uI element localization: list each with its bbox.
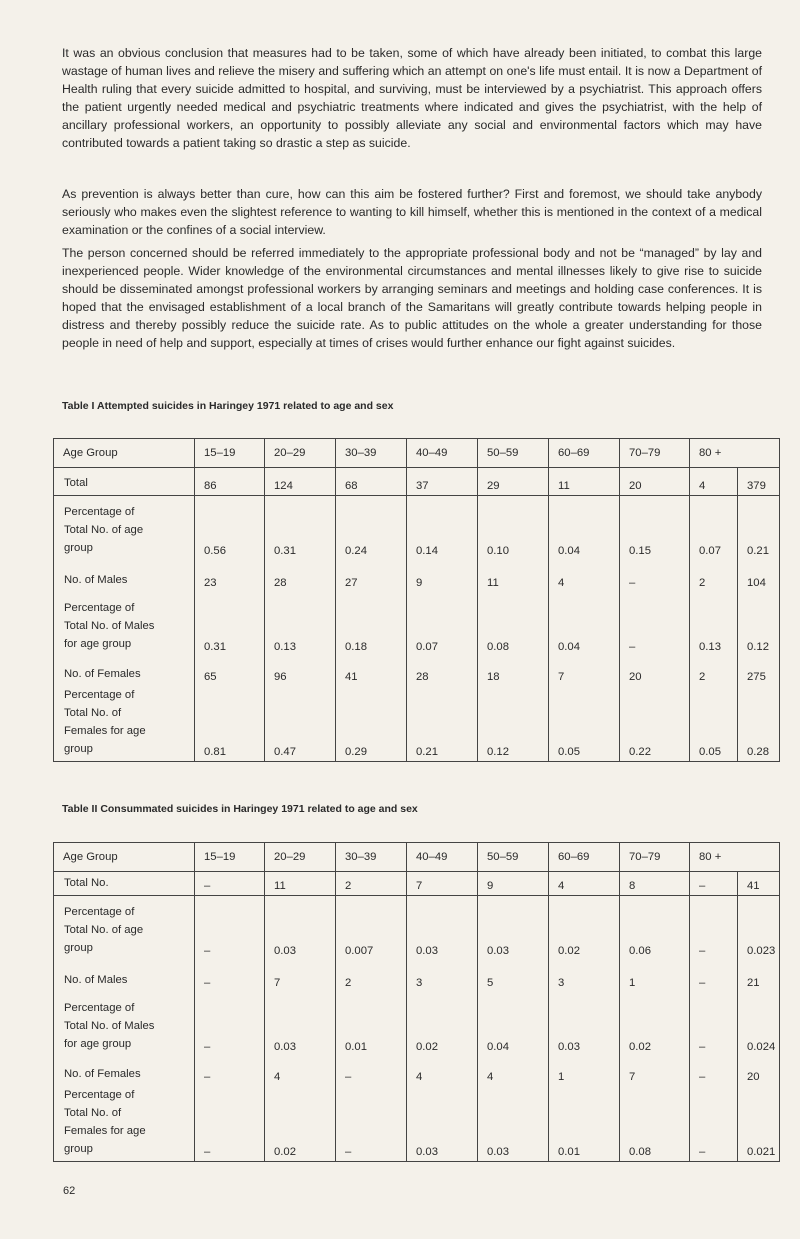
table-cell: 0.04 bbox=[549, 496, 620, 560]
table-cell: 0.03 bbox=[478, 1086, 549, 1162]
table-cell: 96 bbox=[265, 656, 336, 686]
table-cell: – bbox=[195, 992, 265, 1056]
header-cell: 20–29 bbox=[265, 439, 336, 468]
row-label: Percentage of Total No. of Males for age group bbox=[54, 592, 195, 656]
table-cell: 0.08 bbox=[620, 1086, 690, 1162]
table-cell: 23 bbox=[195, 560, 265, 592]
header-cell: 80 + bbox=[690, 843, 738, 872]
table-cell: 0.04 bbox=[478, 992, 549, 1056]
table-cell: – bbox=[195, 872, 265, 896]
table-cell: 4 bbox=[407, 1056, 478, 1086]
table-cell: 4 bbox=[549, 872, 620, 896]
table-cell: 27 bbox=[336, 560, 407, 592]
table-cell: 7 bbox=[265, 960, 336, 992]
table-cell: 11 bbox=[478, 560, 549, 592]
table-cell: 4 bbox=[549, 560, 620, 592]
table-cell: 41 bbox=[336, 656, 407, 686]
row-label: Total bbox=[54, 468, 195, 496]
table-cell: 11 bbox=[549, 468, 620, 496]
table1-caption: Table I Attempted suicides in Haringey 1971 related to age and sex bbox=[62, 400, 394, 412]
table-cell: 0.02 bbox=[620, 992, 690, 1056]
table-cell: 104 bbox=[738, 560, 780, 592]
header-cell bbox=[738, 843, 780, 872]
header-cell: 30–39 bbox=[336, 439, 407, 468]
table-cell: 3 bbox=[407, 960, 478, 992]
header-cell: 15–19 bbox=[195, 843, 265, 872]
table-cell: 1 bbox=[549, 1056, 620, 1086]
table-cell: 0.007 bbox=[336, 896, 407, 960]
table-cell: 0.13 bbox=[265, 592, 336, 656]
table-cell: 5 bbox=[478, 960, 549, 992]
table-cell: 2 bbox=[336, 960, 407, 992]
page-number: 62 bbox=[63, 1185, 76, 1197]
header-cell: 60–69 bbox=[549, 843, 620, 872]
row-label: No. of Females bbox=[54, 1056, 195, 1086]
table-cell: 0.24 bbox=[336, 496, 407, 560]
table-cell: 20 bbox=[620, 656, 690, 686]
table-row bbox=[54, 960, 780, 992]
header-cell: 70–79 bbox=[620, 439, 690, 468]
header-cell: 30–39 bbox=[336, 843, 407, 872]
table-cell: 68 bbox=[336, 468, 407, 496]
paragraph-1: It was an obvious conclusion that measures had to be taken, some of which have already been initiated, to combat this large wastage of human lives and relieve the misery and suffering which an attempt on one's life must entail. It is now a Department of Health ruling that every suicide admitted to hospital, and surviving, must be interviewed by a psychiatrist. This approach offers the patient urgently needed medical and psychiatric treatments where indicated and gives the psychiatrist, with the help of ancillary professional workers, an opportunity to possibly alleviate any social and environmental factors which may have contributed towards a patient taking so drastic a step as suicide. bbox=[62, 46, 762, 150]
table-cell: 124 bbox=[265, 468, 336, 496]
table-cell: 0.024 bbox=[738, 992, 780, 1056]
table-cell: 0.05 bbox=[690, 686, 738, 762]
table-row bbox=[54, 1056, 780, 1086]
table-cell: 0.28 bbox=[738, 686, 780, 762]
table-cell: – bbox=[195, 896, 265, 960]
table-cell: 379 bbox=[738, 468, 780, 496]
table-cell: 0.31 bbox=[265, 496, 336, 560]
table-cell: 4 bbox=[478, 1056, 549, 1086]
header-cell: 70–79 bbox=[620, 843, 690, 872]
table-row bbox=[54, 468, 780, 496]
table-cell: 0.22 bbox=[620, 686, 690, 762]
table-cell: 65 bbox=[195, 656, 265, 686]
header-cell: 20–29 bbox=[265, 843, 336, 872]
table-cell: 0.05 bbox=[549, 686, 620, 762]
table-row bbox=[54, 686, 780, 762]
table-consummated-suicides bbox=[53, 842, 780, 1162]
table-cell: – bbox=[690, 896, 738, 960]
table-cell: 86 bbox=[195, 468, 265, 496]
table-cell: 0.03 bbox=[265, 896, 336, 960]
table-cell: 0.07 bbox=[407, 592, 478, 656]
table-cell: 0.06 bbox=[620, 896, 690, 960]
table-cell: 7 bbox=[549, 656, 620, 686]
table-cell: 0.31 bbox=[195, 592, 265, 656]
table-cell: 0.47 bbox=[265, 686, 336, 762]
table-cell: 3 bbox=[549, 960, 620, 992]
row-label: Total No. bbox=[54, 872, 195, 896]
table-cell: – bbox=[690, 1056, 738, 1086]
header-row bbox=[54, 843, 780, 872]
table-cell: – bbox=[690, 960, 738, 992]
paragraph-3: The person concerned should be referred immediately to the appropriate professional body and not be “managed” by lay and inexperienced people. Wider knowledge of the environmental circumstances and mental illnesses likely to give rise to suicide should be disseminated amongst professional workers by arranging seminars and meetings and holding case conferences. It is hoped that the envisaged establishment of a local branch of the Samaritans will greatly contribute towards helping people in distress and thereby possibly reduce the suicide rate. As to public attitudes on the whole a greater understanding for those people in need of help and support, especially at times of crises would further enhance our fight against suicides. bbox=[62, 246, 762, 350]
table-cell: 0.21 bbox=[738, 496, 780, 560]
table-cell: 0.03 bbox=[407, 1086, 478, 1162]
table-cell: – bbox=[336, 1086, 407, 1162]
table-cell: 0.13 bbox=[690, 592, 738, 656]
header-cell: 60–69 bbox=[549, 439, 620, 468]
table-cell: 2 bbox=[690, 560, 738, 592]
table-cell: 0.81 bbox=[195, 686, 265, 762]
table-cell: – bbox=[195, 1056, 265, 1086]
table-cell: 0.03 bbox=[549, 992, 620, 1056]
table-cell: 275 bbox=[738, 656, 780, 686]
table-cell: 0.12 bbox=[478, 686, 549, 762]
table-row bbox=[54, 1086, 780, 1162]
table-cell: 0.08 bbox=[478, 592, 549, 656]
table-cell: 8 bbox=[620, 872, 690, 896]
table-cell: 0.03 bbox=[265, 992, 336, 1056]
table-cell: 0.21 bbox=[407, 686, 478, 762]
table-cell: 0.56 bbox=[195, 496, 265, 560]
table-cell: 0.12 bbox=[738, 592, 780, 656]
table-cell: 1 bbox=[620, 960, 690, 992]
table-cell: 0.03 bbox=[478, 896, 549, 960]
table-cell: 4 bbox=[690, 468, 738, 496]
row-label: No. of Males bbox=[54, 960, 195, 992]
table-cell: 0.023 bbox=[738, 896, 780, 960]
table-cell: 0.02 bbox=[265, 1086, 336, 1162]
header-cell-label: Age Group bbox=[54, 843, 195, 872]
table-cell: 20 bbox=[738, 1056, 780, 1086]
table-cell: 7 bbox=[620, 1056, 690, 1086]
table-cell: 0.10 bbox=[478, 496, 549, 560]
table-cell: 9 bbox=[478, 872, 549, 896]
row-label: Percentage of Total No. of age group bbox=[54, 496, 195, 560]
table-cell: 7 bbox=[407, 872, 478, 896]
header-cell bbox=[738, 439, 780, 468]
table-row bbox=[54, 656, 780, 686]
table-row bbox=[54, 992, 780, 1056]
table-cell: 0.02 bbox=[407, 992, 478, 1056]
table-cell: 0.021 bbox=[738, 1086, 780, 1162]
header-cell: 80 + bbox=[690, 439, 738, 468]
table-cell: 0.01 bbox=[549, 1086, 620, 1162]
table-cell: 2 bbox=[336, 872, 407, 896]
table-cell: 37 bbox=[407, 468, 478, 496]
table-attempted-suicides bbox=[53, 438, 780, 762]
header-cell-label: Age Group bbox=[54, 439, 195, 468]
table-cell: 41 bbox=[738, 872, 780, 896]
table-cell: 28 bbox=[407, 656, 478, 686]
table-cell: 18 bbox=[478, 656, 549, 686]
table-cell: – bbox=[690, 1086, 738, 1162]
table-cell: 4 bbox=[265, 1056, 336, 1086]
paragraph-2: As prevention is always better than cure, how can this aim be fostered further? First and foremost, we should take anybody seriously who makes even the slightest reference to wanting to kill himself, whether this is mentioned in the context of a medical examination or the confines of a social interview. bbox=[62, 187, 762, 237]
header-cell: 50–59 bbox=[478, 439, 549, 468]
table-cell: – bbox=[620, 560, 690, 592]
header-cell: 40–49 bbox=[407, 843, 478, 872]
table-row bbox=[54, 896, 780, 960]
table-cell: 0.01 bbox=[336, 992, 407, 1056]
table-cell: – bbox=[620, 592, 690, 656]
header-cell: 40–49 bbox=[407, 439, 478, 468]
header-row bbox=[54, 439, 780, 468]
table-row bbox=[54, 496, 780, 560]
table-cell: 2 bbox=[690, 656, 738, 686]
table-cell: 0.02 bbox=[549, 896, 620, 960]
table-row bbox=[54, 560, 780, 592]
table-cell: – bbox=[195, 960, 265, 992]
row-label: Percentage of Total No. of age group bbox=[54, 896, 195, 960]
table-cell: 0.14 bbox=[407, 496, 478, 560]
table-cell: 29 bbox=[478, 468, 549, 496]
table-cell: 9 bbox=[407, 560, 478, 592]
row-label: Percentage of Total No. of Males for age group bbox=[54, 992, 195, 1056]
table-cell: 20 bbox=[620, 468, 690, 496]
table2-caption: Table II Consummated suicides in Haringey 1971 related to age and sex bbox=[62, 803, 418, 815]
row-label: No. of Males bbox=[54, 560, 195, 592]
row-label: Percentage of Total No. of Females for age group bbox=[54, 686, 195, 762]
row-label: Percentage of Total No. of Females for age group bbox=[54, 1086, 195, 1162]
table-cell: 21 bbox=[738, 960, 780, 992]
table-cell: 0.03 bbox=[407, 896, 478, 960]
header-cell: 15–19 bbox=[195, 439, 265, 468]
table-cell: 0.07 bbox=[690, 496, 738, 560]
table-cell: 0.15 bbox=[620, 496, 690, 560]
row-label: No. of Females bbox=[54, 656, 195, 686]
table-cell: 0.04 bbox=[549, 592, 620, 656]
table-cell: 0.29 bbox=[336, 686, 407, 762]
table-cell: – bbox=[336, 1056, 407, 1086]
table-row bbox=[54, 872, 780, 896]
header-cell: 50–59 bbox=[478, 843, 549, 872]
table-cell: 11 bbox=[265, 872, 336, 896]
table-cell: – bbox=[690, 992, 738, 1056]
table-cell: – bbox=[195, 1086, 265, 1162]
table-cell: – bbox=[690, 872, 738, 896]
table-cell: 28 bbox=[265, 560, 336, 592]
table-cell: 0.18 bbox=[336, 592, 407, 656]
table-row bbox=[54, 592, 780, 656]
